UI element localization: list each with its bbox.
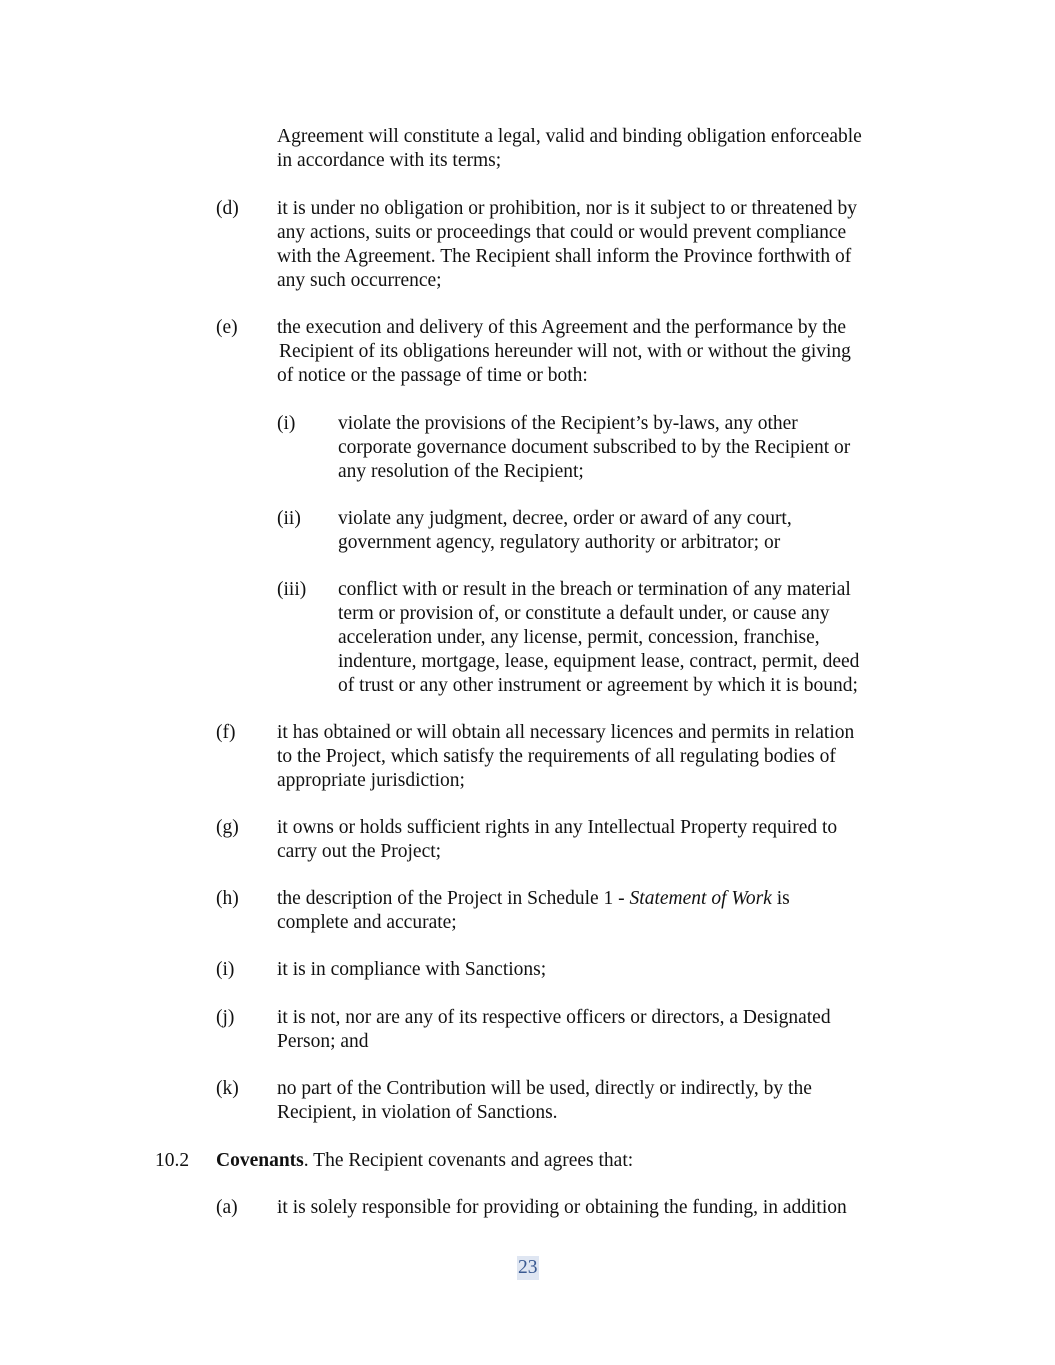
clause-a-line: it is solely responsible for providing or obtaining the funding, in addition: [277, 1197, 847, 1218]
subclause-i-line: any resolution of the Recipient;: [338, 461, 584, 482]
clause-d-line: with the Agreement. The Recipient shall inform the Province forthwith of: [277, 246, 852, 267]
subclause-i-line: corporate governance document subscribed to by the Recipient or: [338, 437, 851, 458]
schedule-title: Statement of Work: [629, 888, 772, 909]
clause-e-line: Recipient of its obligations hereunder will not, with or without the giving: [279, 341, 851, 362]
subclause-ii-line: government agency, regulatory authority or arbitrator; or: [338, 532, 781, 553]
clause-f-line: to the Project, which satisfy the requirements of all regulating bodies of: [277, 746, 836, 767]
continuation-line: in accordance with its terms;: [277, 150, 502, 171]
subclause-label-i: (i): [277, 413, 296, 434]
clause-h-line: complete and accurate;: [277, 912, 457, 933]
clause-label-g: (g): [216, 817, 239, 838]
subclause-label-iii: (iii): [277, 579, 307, 600]
subclause-iii-line: of trust or any other instrument or agreement by which it is bound;: [338, 675, 858, 696]
clause-e-line: the execution and delivery of this Agreement and the performance by the: [277, 317, 847, 338]
section-title: Covenants: [216, 1150, 304, 1171]
clause-j-line: it is not, nor are any of its respective officers or directors, a Designated: [277, 1007, 831, 1028]
continuation-line: Agreement will constitute a legal, valid and binding obligation enforceable: [277, 126, 862, 147]
clause-h-text: is: [771, 888, 790, 909]
clause-f-line: it has obtained or will obtain all necessary licences and permits in relation: [277, 722, 855, 743]
clause-g-line: it owns or holds sufficient rights in any Intellectual Property required to: [277, 817, 838, 838]
subclause-label-ii: (ii): [277, 508, 301, 529]
clause-label-i: (i): [216, 959, 235, 980]
clause-j-line: Person; and: [277, 1031, 369, 1052]
subclause-iii-line: conflict with or result in the breach or termination of any material: [338, 579, 851, 600]
clause-label-j: (j): [216, 1007, 235, 1028]
clause-g-line: carry out the Project;: [277, 841, 442, 862]
clause-d-line: any such occurrence;: [277, 270, 442, 291]
page-number: 23: [518, 1257, 538, 1278]
clause-d-line: any actions, suits or proceedings that could or would prevent compliance: [277, 222, 847, 243]
subclause-i-line: violate the provisions of the Recipient’s by-laws, any other: [338, 413, 798, 434]
subclause-ii-line: violate any judgment, decree, order or award of any court,: [338, 508, 792, 529]
subclause-iii-line: term or provision of, or constitute a default under, or cause any: [338, 603, 830, 624]
clause-k-line: Recipient, in violation of Sanctions.: [277, 1102, 558, 1123]
subclause-iii-line: indenture, mortgage, lease, equipment lease, contract, permit, deed: [338, 651, 860, 672]
clause-h-text: the description of the Project in Schedule 1 -: [277, 888, 630, 909]
clause-h-line: [277, 887, 790, 911]
clause-i-line: it is in compliance with Sanctions;: [277, 959, 547, 980]
clause-k-line: no part of the Contribution will be used, directly or indirectly, by the: [277, 1078, 812, 1099]
clause-label-d: (d): [216, 198, 239, 219]
subclause-iii-line: acceleration under, any license, permit, concession, franchise,: [338, 627, 820, 648]
section-text: . The Recipient covenants and agrees that:: [303, 1150, 634, 1171]
clause-label-a: (a): [216, 1197, 238, 1218]
clause-e-line: of notice or the passage of time or both:: [277, 365, 588, 386]
clause-label-f: (f): [216, 722, 236, 743]
clause-label-k: (k): [216, 1078, 239, 1099]
clause-label-e: (e): [216, 317, 238, 338]
section-heading: [216, 1149, 633, 1173]
clause-d-line: it is under no obligation or prohibition, nor is it subject to or threatened by: [277, 198, 858, 219]
section-number: 10.2: [155, 1150, 190, 1171]
clause-label-h: (h): [216, 888, 239, 909]
clause-f-line: appropriate jurisdiction;: [277, 770, 465, 791]
